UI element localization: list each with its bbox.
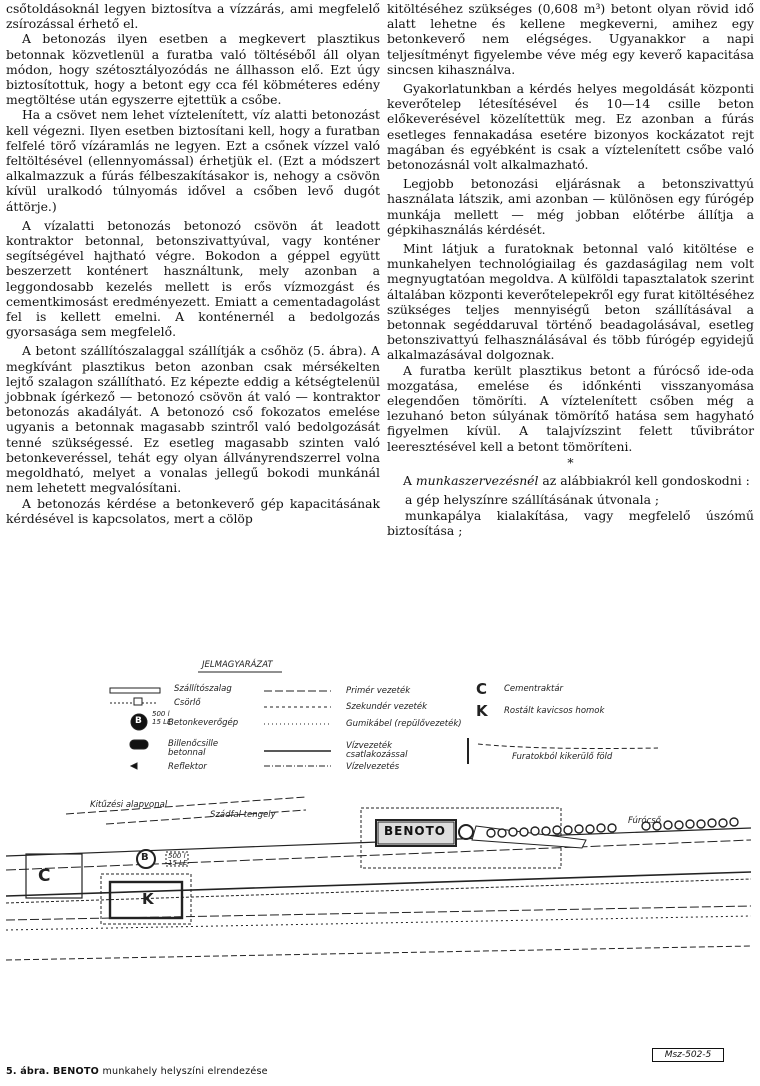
caption-number: 5. ábra.: [6, 1066, 50, 1077]
legend-item: Primér vezeték: [346, 686, 411, 696]
legend-item: Vízvezeték csatlakozással: [346, 741, 408, 760]
legend-item: Szekundér vezeték: [346, 702, 428, 712]
left-text-column: [6, 1, 380, 526]
legend-item: Reflektor: [168, 762, 207, 772]
figure-code: Msz-502-5: [652, 1048, 724, 1062]
paragraph: A vízalatti betonozás betonozó csövön át leadott kontraktor betonnal, betonszivattyúval, vagy konténer segítségével hajtható végre. Bokodon a géppel együtt beszerzett konténert használtunk, mely azonban a leggondosabb kezelés mellett is erős vízmozgást és cementkimosást eredményezett. Emiatt a cementadagolást fel is kellett emelni. A konténernél a bedolgozás gyorsasága sem megfelelő.: [6, 217, 380, 340]
legend-item: Szállítószalag: [174, 684, 232, 694]
legend-item: Billenőcsille betonnal: [168, 739, 219, 758]
intro-emphasis: munkaszervezésnél: [415, 473, 539, 489]
legend-item: Csörlő: [174, 698, 201, 708]
paragraph: csőtoldásoknál legyen biztosítva a vízzárás, ami megfelelő zsírozással érhető el.: [6, 1, 380, 32]
outline-label: Kitűzési alapvonal: [90, 800, 168, 810]
spoil-label: Furatokból kikerülő föld: [512, 752, 613, 762]
caption-text: munkahely helyszíni elrendezése: [102, 1066, 268, 1077]
site-layout-figure: [6, 660, 754, 1060]
legend-item: Rostált kavicsos homok: [504, 706, 605, 716]
cement-store: C: [38, 866, 51, 886]
paragraph: Mint látjuk a furatoknak betonnal való kitöltése e munkahelyen technológiailag és gazdaságilag nem volt megnyugtatóan megoldva. A külföldi tapasztalatok szerint általában központi keverőtelepekről egy furat kitöltéséhez szükséges teljes mennyiségű beton szállításával a betonnak segéddaruval történő beadagolásával, esetleg betonszivattyú felhasználásával és több fúrógép egyidejű alkalmazásával dolgoznak.: [387, 241, 754, 363]
paragraph: kitöltéséhez szükséges (0,608 m³) betont olyan rövid idő alatt lehetne és kellene megkeverni, amihez egy betonkeverő nem elégséges. Ugyanakkor a napi teljesítményt figyelembe véve még egy keverő kapacitása sincsen kihasználva.: [387, 1, 754, 77]
legend-item: Cementraktár: [504, 684, 564, 694]
paragraph: Gyakorlatunkban a kérdés helyes megoldását központi keverőtelep létesítésével és 10—14 csille beton előkeverésével közelítettük meg. Ez azonban a fúrás esetleges fennakadása esetére bizonyos kockázatot rejt magában és egyébként is csak a víztelenített csőbe való betonozásnál volt alkalmazható.: [387, 81, 754, 173]
intro-text: az alábbiakról kell gondoskodni :: [538, 473, 750, 489]
caption-name: BENOTO: [53, 1066, 99, 1077]
intro-text: A: [403, 473, 416, 489]
drillpipe-label: Fúrócső: [628, 816, 661, 826]
mixer-capacity: 500 l 15 LE: [152, 710, 172, 726]
legend-title: JELMAGYARÁZAT: [202, 660, 273, 670]
legend-item: Betonkeverőgép: [168, 718, 239, 728]
list-item: a gép helyszínre szállításának útvonala ;: [405, 492, 660, 508]
paragraph: A betont szállítószalaggal szállítják a csőhöz (5. ábra). A megkívánt plasztikus beton azonban csak mérsékelten lejtő szalagon szállítható. Ez képezte eddig a kétségtelenül jobbnak ígérkező — betonozó csövön át való — kontraktor betonozás akadályát. A betonozó cső fokozatos emelése ugyanis a betonnak magasabb szintről való bedolgozását tenné szükségessé. Ez esetleg magasabb szinten való betonkeveréssel, tehát egy olyan állványrendszerrel volna megoldható, melyet a vonalas jellegű bokodi munkánál nem lehetett megvalósítani.: [6, 343, 380, 496]
paragraph: A betonozás ilyen esetben a megkevert plasztikus betonnak közvetlenül a furatba való töltéséből áll olyan módon, hogy szétosztályozódás ne állhasson elő. Ezt úgy biztosítottuk, hogy a betont egy cca fél köbméteres edény megtöltése után egyszerre ejtettük a csőbe.: [6, 31, 380, 108]
site-mixer-symbol: B: [141, 852, 149, 863]
paragraph: A betonozás kérdése a betonkeverő gép kapacitásának kérdésével is kapcsolatos, mert a cölöp: [6, 495, 380, 526]
legend-item: Vízelvezetés: [346, 762, 400, 772]
figure-caption: [6, 1066, 268, 1077]
paragraph: Legjobb betonozási eljárásnak a betonszivattyú használata látszik, ami azonban — különösen egy fúrógép munkája mellett — még jobban előtérbe állítja a gépkihasználás kérdését.: [387, 176, 754, 237]
axis-label: Szádfal tengely: [210, 810, 276, 820]
paragraph: Ha a csövet nem lehet víztelenített, víz alatti betonozást kell végezni. Ilyen esetben biztosítani kell, hogy a furatban felfelé törő vízáramlás ne legyen. Ezt a csőnek vízzel való feltöltésével (ellennyomással) érhetjük el. (Ezt a módszert alkalmazzuk a fúrás félbeszakításakor is, nehogy a csövön kívül uralkodó túlnyomás idővel a csőben levő dugót áttörje.): [6, 107, 380, 214]
machine-label: BENOTO: [384, 824, 446, 838]
gravel-pile: K: [142, 890, 154, 908]
mixer-symbol: B: [135, 716, 142, 726]
legend-symbol-k: K: [476, 702, 488, 720]
right-text-column: [387, 1, 754, 538]
paragraph: A furatba került plasztikus betont a fúrócső ide-oda mozgatása, emelése és időnkénti visszanyomása elegendően tömöríti. A víztelenített csőben még a lezuhanó beton súlyának tömörítő hatása sem hagyható figyelmen kívül. A talajvízszint felett tűvibrátor leeresztésével kell a betont tömöríteni.: [387, 362, 754, 454]
legend-item: Gumikábel (repülővezeték): [346, 719, 462, 729]
section-separator: *: [567, 454, 574, 470]
site-mixer-capacity: 500 l 15 LE: [168, 852, 188, 867]
list-item: munkapálya kialakítása, vagy megfelelő úszómű biztosítása ;: [387, 507, 754, 538]
paragraph: [387, 473, 754, 488]
legend-symbol-c: C: [476, 680, 488, 698]
